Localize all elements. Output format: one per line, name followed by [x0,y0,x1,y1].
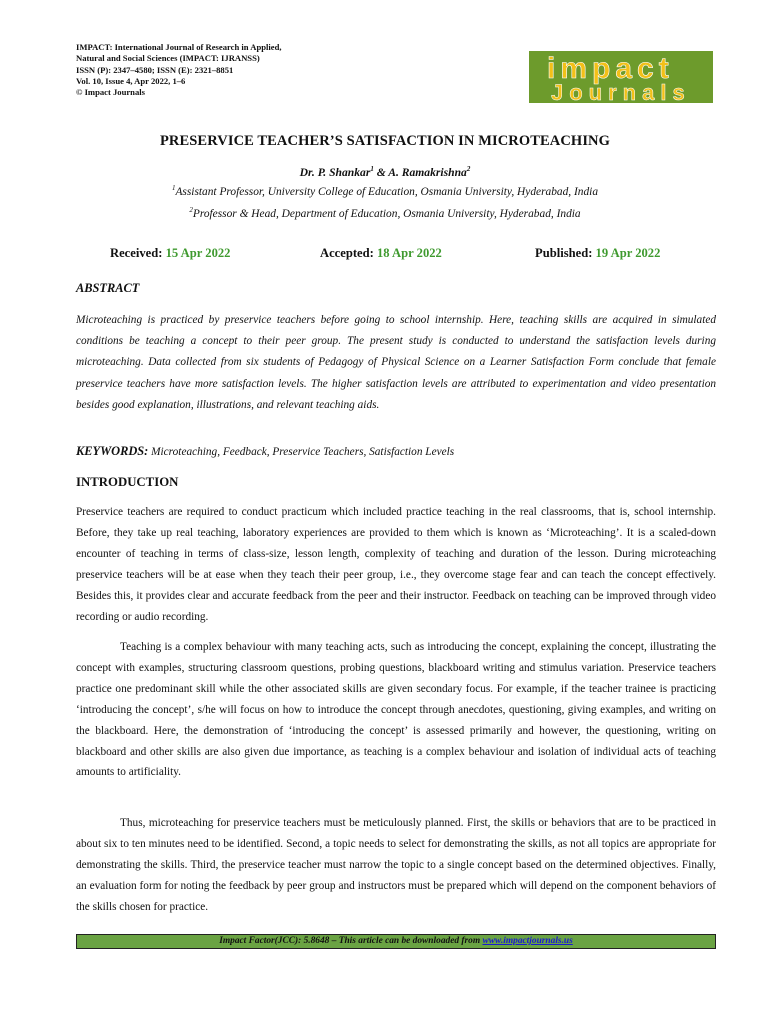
affiliation-1-text: Assistant Professor, University College of Education, Osmania University, Hyderabad, India [175,186,599,198]
affiliation-1 [0,186,770,198]
authors-line [0,166,770,179]
impact-journals-logo [529,51,713,103]
keywords-label: KEYWORDS: [76,444,149,458]
published-label: Published: [535,246,596,260]
issn-line: ISSN (P): 2347–4580; ISSN (E): 2321–8851 [76,64,234,75]
intro-paragraph-3: Thus, microteaching for preservice teachers must be meticulously planned. First, the skills or behaviors that are to be practiced in about six to ten minutes need to be identified. Second, a topic needs to select for demonstrating the skills, as not all topics are appropriate for demonstrating the skills. Third, the preservice teacher must narrow the topic to a single concept based on the determined objectives. Finally, an evaluation form for noting the feedback by peer group and instructors must be prepared which will depend on the component behaviors of the skills chosen for practice. [76,817,716,913]
abstract-heading: ABSTRACT [76,281,140,295]
accepted-value: 18 Apr 2022 [377,246,442,260]
footer-link[interactable]: www.impactjournals.us [482,936,573,946]
introduction-heading: INTRODUCTION [76,475,179,489]
published-value: 19 Apr 2022 [595,246,661,260]
affiliation-2-text: Professor & Head, Department of Education, Osmania University, Hyderabad, India [192,208,581,220]
abstract-text: Microteaching is practiced by preservice teachers before going to school internship. Here, teaching skills are acquired in simulated conditions be teaching a concept to their peer group. The present study is conducted to understand the satisfaction levels during microteaching. Data collected from six students of Pedagogy of Physical Science on a Learner Satisfaction Form conclude that female preservice teachers have more satisfaction levels. The higher satisfaction levels are attributed to experimentation and video presentation besides good explanation, illustrations, and relevant teaching aids. [76,314,716,411]
accepted-date [320,246,442,261]
svg-text:Journals: Journals [551,80,691,103]
author-2-sup: 2 [466,165,471,173]
journal-name-line1: IMPACT: International Journal of Research in Applied, [76,42,282,52]
affiliation-2-sup: 2 [189,206,193,214]
author-1-sup: 1 [370,165,374,173]
author-2: A. Ramakrishna [388,166,467,179]
affiliation-2 [0,208,770,220]
journal-name-line2: Natural and Social Sciences (IMPACT: IJRANSS) [76,53,260,64]
footer-text: Impact Factor(JCC): 5.8648 – This article can be downloaded from [219,936,483,946]
journal-info [76,42,376,98]
author-separator: & [373,166,389,179]
keywords-line [76,444,716,459]
paper-title: PRESERVICE TEACHER’S SATISFACTION IN MICROTEACHING [159,133,611,149]
received-date [110,246,230,261]
intro-paragraph-2: Teaching is a complex behaviour with many teaching acts, such as introducing the concept, explaining the concept, illustrating the concept with examples, structuring classroom questions, probing questions, blackboard writing and stimulus variation. Preservice teachers practice one predominant skill while the other associated skills are given secondary focus. For example, if the teacher trainee is practicing ‘introducing the concept’, s/he will focus on how to introduce the concept through anecdotes, questioning, giving examples, and writing on the blackboard. Here, the demonstration of ‘introducing the concept’ is assessed primarily and however, the questioning, writing on blackboard and other skills are also given due importance, as teaching is a complex behaviour and isolation of individual acts of teaching amounts to artificiality. [76,641,716,779]
svg-text:impact: impact [547,52,674,85]
received-label: Received: [110,246,166,260]
published-date [535,246,660,261]
affiliation-1-sup: 1 [171,184,176,192]
author-1: Dr. P. Shankar [299,166,371,179]
accepted-label: Accepted: [320,246,377,260]
footer-bar [76,934,716,949]
keywords-text: Microteaching, Feedback, Preservice Teachers, Satisfaction Levels [148,446,455,458]
intro-paragraph-1: Preservice teachers are required to conduct practicum which included practice teaching in the real classrooms, that is, school internship. Before, they take up real teaching, laboratory experiences are provided to them which is known as ‘Microteaching’. It is a scaled-down encounter of teaching in terms of class-size, lesson length, complexity of teaching and duration of the lesson. During microteaching preservice teachers will be at ease when they teach their peer group, i.e., they overcome stage fear and can teach the concept effectively. Besides this, it provides clear and accurate feedback from the peer and their instructor. Feedback on teaching can be improved through video recording or audio recording. [76,506,716,623]
copyright-line: © Impact Journals [76,87,145,98]
received-value: 15 Apr 2022 [165,246,231,260]
volume-line: Vol. 10, Issue 4, Apr 2022, 1–6 [76,75,186,86]
